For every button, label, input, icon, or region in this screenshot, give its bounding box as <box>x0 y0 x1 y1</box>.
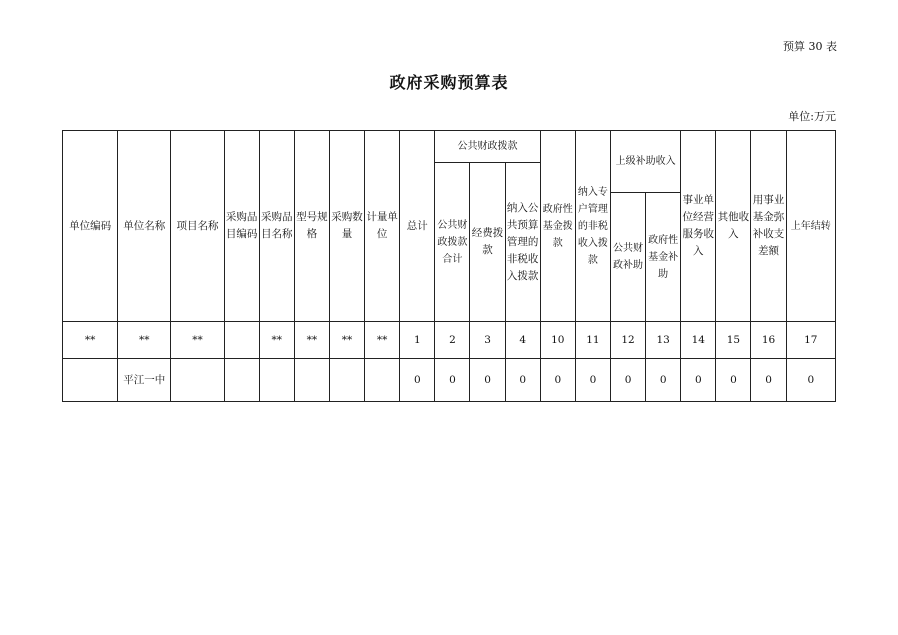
col-measure-unit: 计量单位 <box>365 131 400 322</box>
code-cell: ** <box>63 322 118 359</box>
value-cell: 0 <box>435 359 470 402</box>
col-business-income: 事业单位经营服务收入 <box>681 131 716 322</box>
col-pf-total: 公共财政拨款合计 <box>435 163 470 322</box>
code-cell <box>224 322 259 359</box>
code-cell: 2 <box>435 322 470 359</box>
col-pf-expense: 经费拨款 <box>470 163 505 322</box>
code-cell: 1 <box>400 322 435 359</box>
page-title: 政府采购预算表 <box>389 73 509 92</box>
col-sub-fund: 政府性基金补助 <box>646 193 681 322</box>
item-name-cell <box>259 359 294 402</box>
code-cell: 14 <box>681 322 716 359</box>
col-total: 总计 <box>400 131 435 322</box>
code-cell: 10 <box>540 322 575 359</box>
total-cell: 0 <box>400 359 435 402</box>
value-cell: 0 <box>505 359 540 402</box>
code-cell: 11 <box>575 322 610 359</box>
col-pf-nontax: 纳入公共预算管理的非税收入拨款 <box>505 163 540 322</box>
code-cell: 15 <box>716 322 751 359</box>
value-cell: 0 <box>575 359 610 402</box>
table-number: 预算 30 表 <box>783 40 837 53</box>
code-cell: 3 <box>470 322 505 359</box>
col-spec: 型号规格 <box>294 131 329 322</box>
col-sub-public: 公共财政补助 <box>610 193 645 322</box>
code-cell: 13 <box>646 322 681 359</box>
col-group-public-finance: 公共财政拨款 <box>435 131 540 163</box>
col-fund-makeup: 用事业基金弥补收支差额 <box>751 131 786 322</box>
code-cell: ** <box>329 322 364 359</box>
code-cell: ** <box>294 322 329 359</box>
procurement-budget-table <box>62 130 836 402</box>
code-cell: ** <box>171 322 224 359</box>
col-carryover: 上年结转 <box>786 131 835 322</box>
col-group-superior-subsidy: 上级补助收入 <box>610 131 680 193</box>
measure-unit-cell <box>365 359 400 402</box>
value-cell: 0 <box>646 359 681 402</box>
code-cell: 16 <box>751 322 786 359</box>
unit-name-cell: 平江一中 <box>118 359 171 402</box>
col-unit-name: 单位名称 <box>118 131 171 322</box>
col-other-income: 其他收入 <box>716 131 751 322</box>
project-name-cell <box>171 359 224 402</box>
col-project-name: 项目名称 <box>171 131 224 322</box>
quantity-cell <box>329 359 364 402</box>
col-quantity: 采购数量 <box>329 131 364 322</box>
code-cell: 4 <box>505 322 540 359</box>
table-row <box>63 359 836 402</box>
unit-label: 单位:万元 <box>788 110 836 123</box>
value-cell: 0 <box>610 359 645 402</box>
unit-code-cell <box>63 359 118 402</box>
value-cell: 0 <box>681 359 716 402</box>
code-cell: ** <box>118 322 171 359</box>
value-cell: 0 <box>470 359 505 402</box>
code-cell: ** <box>365 322 400 359</box>
code-cell: ** <box>259 322 294 359</box>
col-gov-fund: 政府性基金拨款 <box>540 131 575 322</box>
code-cell: 17 <box>786 322 835 359</box>
value-cell: 0 <box>786 359 835 402</box>
col-unit-code: 单位编码 <box>63 131 118 322</box>
col-item-code: 采购品目编码 <box>224 131 259 322</box>
item-code-cell <box>224 359 259 402</box>
col-item-name: 采购品目名称 <box>259 131 294 322</box>
code-row <box>63 322 836 359</box>
value-cell: 0 <box>540 359 575 402</box>
value-cell: 0 <box>716 359 751 402</box>
code-cell: 12 <box>610 322 645 359</box>
spec-cell <box>294 359 329 402</box>
value-cell: 0 <box>751 359 786 402</box>
col-special-nontax: 纳入专户管理的非税收入拨款 <box>575 131 610 322</box>
